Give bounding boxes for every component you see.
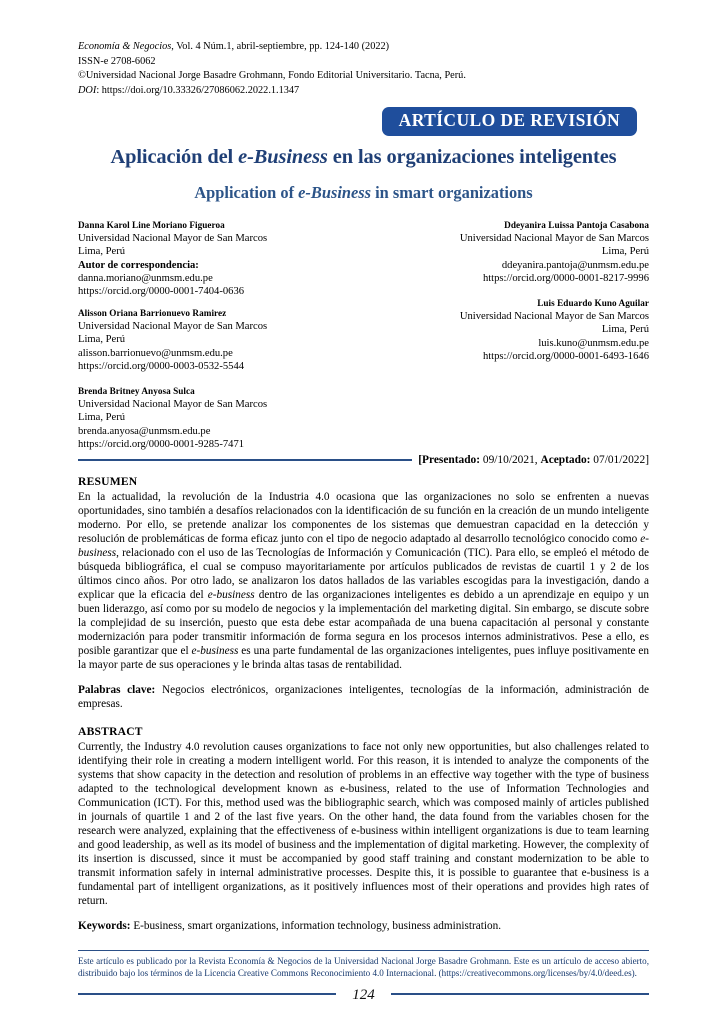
author-block [78,220,267,299]
author-orcid[interactable]: https://orcid.org/0000-0001-6493-1646 [482,350,649,362]
keywords-es [78,683,649,711]
masthead-citation [78,40,649,55]
accepted-value: 07/01/2022] [590,454,649,467]
title-en-part1: Application of [194,183,299,203]
keywords-en-value: E-business, smart organizations, information technology, business administration. [130,920,502,933]
masthead-issn: ISSN-e 2708-6062 [78,55,156,67]
presented-value: 09/10/2021, [480,454,541,467]
author-block [78,386,267,451]
author-affiliation: Universidad Nacional Mayor de San Marcos [78,232,268,244]
author-city: Lima, Perú [601,324,649,336]
resumen-italic-3: e-business [191,645,239,658]
author-affiliation: Universidad Nacional Mayor de San Marcos [459,232,649,244]
masthead [78,40,649,98]
author-email[interactable]: luis.kuno@unmsm.edu.pe [538,337,649,349]
author-city: Lima, Perú [601,246,649,258]
author-affiliation: Universidad Nacional Mayor de San Marcos [459,310,649,322]
author-email[interactable]: brenda.anyosa@unmsm.edu.pe [78,425,211,437]
title-en-part2: in smart organizations [371,183,533,203]
resumen-italic-2: e-business [207,589,255,602]
author-block [460,298,649,363]
title-es-italic: e-Business [238,146,328,169]
author-email[interactable]: ddeyanira.pantoja@unmsm.edu.pe [501,259,649,271]
title-es-part1: Aplicación del [110,146,239,169]
resumen-text-d: es una parte fundamental de las organizaciones inteligentes, pues influye positivamente en la mayor parte de sus operaciones y le brinda altas tasas de rentabilidad. [78,645,649,672]
page-footer [78,950,649,1002]
author-email[interactable]: danna.moriano@unmsm.edu.pe [78,272,213,284]
resumen-text-a: En la actualidad, la revolución de la Industria 4.0 ocasiona que las organizaciones no solo se enfrenten a nuevas oportunidades, sino también a desafíos relacionados con la identificación de su función en la creación de un mundo inteligente moderno. Por ello, se pretende analizar los componentes de los sistemas que demuestran capacidad en la detección y resolución de problemáticas de forma eficaz junto con el tipo de negocio adaptado al desarrollo tecnológico conocido como [78,491,649,546]
author-city: Lima, Perú [78,334,126,346]
masthead-publisher: ©Universidad Nacional Jorge Basadre Grohmann, Fondo Editorial Universitario. Tacna, Perú. [78,70,466,82]
page-title [78,145,649,169]
page-subtitle [78,183,649,203]
doi-value[interactable]: : https://doi.org/10.33326/27086062.2022.1.1347 [96,84,300,96]
masthead-doi [78,84,649,99]
abstract-heading: ABSTRACT [78,725,143,739]
author-affiliation: Universidad Nacional Mayor de San Marcos [78,398,268,410]
page-number: 124 [352,987,375,1003]
accepted-label: Aceptado: [540,454,591,467]
submission-dates [78,454,649,466]
author-name: Luis Eduardo Kuno Aguilar [537,298,649,309]
resumen-text-c: dentro de las organizaciones inteligentes es debido a un aprendizaje en equipo y un buen liderazgo, así como por su modelo de negocios y la implementación del marketing digital. Sin embargo, se discute sobre la complejidad de su inserción, puesto que esta debe estar acompañada de una buena capacitación al personal y constante modernización para poder transmitir información de forma segura en los procesos internos administrativos. Pese a ello, es posible garantizar que el [78,589,649,658]
badge-row [78,107,649,136]
horizontal-rule [78,459,412,461]
corresponding-author-label: Autor de correspondencia: [78,259,199,271]
resumen-heading: RESUMEN [78,475,138,489]
keywords-en-label: Keywords: [78,920,131,933]
resumen-text-b: , relacionado con el uso de las Tecnologías de Información y Comunicación (TIC). Para ello, se empleó el método de búsqueda bibliográfica, el cual se compuso mayoritariamente por artículos publicados de revistas de cuartil 1 y 2 de los últimos cinco años. Por otro lado, se analizaron los datos hallados de las variables escogidas para la investigación, dando a explicar que la eficacia del [78,547,649,602]
resumen-italic-1: e-business [78,533,649,560]
page-number-row [78,985,649,1002]
author-block [460,220,649,285]
author-affiliation: Universidad Nacional Mayor de San Marcos [78,320,268,332]
dates-text [418,454,649,466]
author-email[interactable]: alisson.barrionuevo@unmsm.edu.pe [78,347,233,359]
author-orcid[interactable]: https://orcid.org/0000-0001-9285-7471 [78,438,245,450]
author-name: Ddeyanira Luissa Pantoja Casabona [504,220,649,231]
horizontal-rule-right [391,993,649,995]
author-orcid[interactable]: https://orcid.org/0000-0003-0532-5544 [78,360,245,372]
footer-divider [78,950,649,951]
author-block [78,308,267,373]
author-name: Danna Karol Line Moriano Figueroa [78,220,225,231]
abstract-paragraph: Currently, the Industry 4.0 revolution causes organizations to face not only new opportunities, but also challenges related to identifying their role in creating a modern intelligent world. For this reason, it is intended to analyze the components of the systems that show capacity in the detection and resolution of problems in an effective way together with the type of business adapted to the technological development known as e-business, related to the use of Information Technologies and Communication (ICT). For this, method used was the bibliographic search, which was composed mainly of articles published in journals of quartile 1 and 2 of the last five years. On the other hand, the data found from the variables chosen for the research were analyzed, explaining that the effectiveness of e-business within intelligent organizations is due to team learning and good leadership, as well as its model of business and the implementation of digital marketing. However, the complexity of its insertion is discussed, since it must be accompanied by good staff training and constant modernization to be able to transmit information safely in internal administrative processes. Despite this, it is possible to guarantee that e-business is a fundamental part of intelligent organizations, as it positively influences most of their operations and provides high rates of return. [78,741,649,908]
presented-label: [Presentado: [418,454,481,467]
resumen-paragraph [78,490,649,672]
keywords-es-label: Palabras clave: [78,684,156,697]
author-orcid[interactable]: https://orcid.org/0000-0001-8217-9996 [482,272,649,284]
title-en-italic: e-Business [298,183,372,203]
author-city: Lima, Perú [78,246,126,258]
journal-name: Economía & Negocios [78,41,172,52]
horizontal-rule-left [78,993,336,995]
journal-issue: , Vol. 4 Núm.1, abril-septiembre, pp. 124-140 (2022) [171,41,390,52]
keywords-es-value: Negocios electrónicos, organizaciones inteligentes, tecnologías de la información, administración de empresas. [78,684,649,711]
author-name: Brenda Britney Anyosa Sulca [78,386,195,397]
author-orcid[interactable]: https://orcid.org/0000-0001-7404-0636 [78,286,245,298]
license-text: Este artículo es publicado por la Revista Economía & Negocios de la Universidad Nacional Jorge Basadre Grohmann. Este es un artículo de acceso abierto, distribuido bajo los términos de la Licencia Creative Commons Reconocimiento 4.0 Internacional. (https://creativecommons.org/licenses/by/4.0/deed.es). [78,955,649,979]
doi-label: DOI [78,84,97,96]
author-name: Alisson Oriana Barrionuevo Ramirez [78,308,227,319]
article-type-badge: ARTÍCULO DE REVISIÓN [382,107,637,136]
author-city: Lima, Perú [78,412,126,424]
keywords-en [78,919,649,933]
title-es-part2: en las organizaciones inteligentes [327,146,617,169]
author-list [78,220,649,452]
